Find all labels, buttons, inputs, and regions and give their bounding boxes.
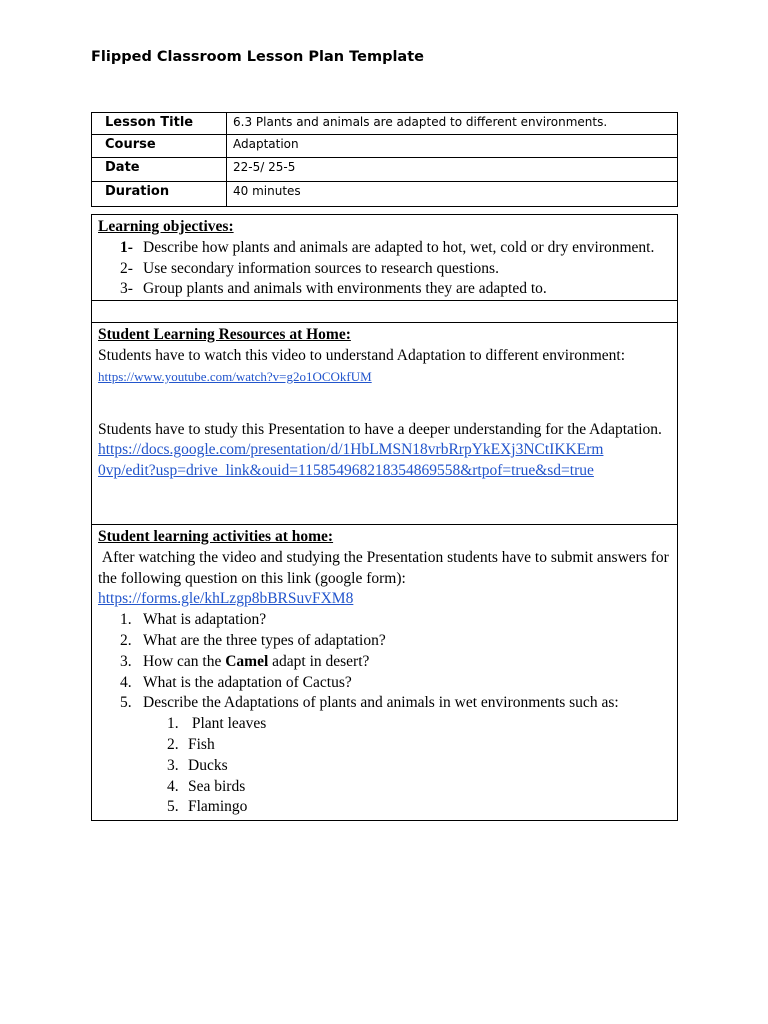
questions-list — [98, 610, 671, 714]
list-item — [98, 756, 671, 777]
list-item — [98, 631, 671, 652]
empty-row — [92, 301, 677, 323]
item-number: 3. — [167, 756, 179, 774]
item-text: Flamingo — [188, 798, 248, 816]
info-value: 40 minutes — [227, 182, 678, 207]
list-item — [98, 735, 671, 756]
item-number: 2. — [120, 631, 132, 649]
presentation-link[interactable]: https://docs.google.com/presentation/d/1HbLMSN18vrbRrpYkEXj3NCtIKKErm0vp/edit?usp=drive_link&ouid=115854968218354869558&rtpof=true&sd=true — [98, 441, 604, 480]
list-item — [98, 238, 671, 259]
list-item — [98, 652, 671, 673]
list-item — [98, 610, 671, 631]
list-item — [98, 714, 671, 735]
item-number: 2. — [167, 735, 179, 753]
objectives-list — [98, 238, 671, 300]
item-number: 1. — [167, 715, 179, 733]
info-row-date — [92, 158, 678, 182]
item-text: Describe how plants and animals are adapted to hot, wet, cold or dry environment. — [143, 238, 655, 256]
item-number: 3. — [120, 652, 132, 670]
item-text: adapt in desert? — [268, 652, 370, 670]
info-label: Date — [92, 158, 227, 182]
item-number: 4. — [120, 673, 132, 691]
list-item — [98, 279, 671, 300]
activities-heading: Student learning activities at home: — [98, 527, 334, 545]
item-text: What is the adaptation of Cactus? — [143, 673, 352, 691]
resources-heading: Student Learning Resources at Home: — [98, 326, 351, 344]
blank-space — [98, 388, 671, 420]
item-text: Group plants and animals with environments they are adapted to. — [143, 280, 547, 298]
item-text: Use secondary information sources to research questions. — [143, 259, 499, 277]
lesson-content-box — [91, 214, 678, 821]
item-number: 3- — [120, 280, 133, 298]
presentation-instructions: Students have to study this Presentation to have a deeper understanding for the Adaptation. — [98, 420, 662, 438]
item-text: Plant leaves — [188, 715, 267, 733]
item-text: Sea birds — [188, 777, 246, 795]
info-label: Course — [92, 135, 227, 158]
activities-intro: After watching the video and studying the Presentation students have to submit answers for the following question on this link (google form): — [98, 548, 673, 587]
info-label: Lesson Title — [92, 113, 227, 135]
item-text: Fish — [188, 735, 215, 753]
info-value: 22-5/ 25-5 — [227, 158, 678, 182]
item-text-bold: Camel — [225, 652, 269, 670]
item-number: 1- — [120, 238, 133, 256]
item-text: How can the — [143, 652, 226, 670]
video-link[interactable]: https://www.youtube.com/watch?v=g2o1OCOkfUM — [98, 368, 372, 384]
list-item — [98, 777, 671, 798]
info-value: Adaptation — [227, 135, 678, 158]
activities-section — [92, 525, 677, 820]
wet-environment-list — [98, 714, 671, 820]
video-instructions: Students have to watch this video to understand Adaptation to different environment: — [98, 346, 626, 364]
item-text: What are the three types of adaptation? — [143, 631, 386, 649]
objectives-heading: Learning objectives: — [98, 218, 234, 235]
item-number: 2- — [120, 259, 133, 277]
info-row-duration — [92, 182, 678, 207]
info-row-course — [92, 135, 678, 158]
list-item — [98, 673, 671, 694]
objectives-section — [92, 215, 677, 301]
resources-section — [92, 323, 677, 525]
list-item — [98, 259, 671, 280]
item-number: 5. — [167, 798, 179, 816]
document-title: Flipped Classroom Lesson Plan Template — [91, 49, 424, 65]
info-value: 6.3 Plants and animals are adapted to different environments. — [227, 113, 678, 135]
list-item — [98, 693, 671, 714]
info-label: Duration — [92, 182, 227, 207]
info-row-lesson-title — [92, 113, 678, 135]
item-text: What is adaptation? — [143, 611, 267, 629]
item-number: 4. — [167, 777, 179, 795]
item-number: 1. — [120, 611, 132, 629]
item-number: 5. — [120, 694, 132, 712]
item-text: Describe the Adaptations of plants and animals in wet environments such as: — [143, 694, 619, 712]
google-form-link[interactable]: https://forms.gle/khLzgp8bBRSuvFXM8 — [98, 590, 354, 608]
list-item — [98, 797, 671, 818]
item-text: Ducks — [188, 756, 228, 774]
lesson-info-table — [91, 112, 678, 207]
